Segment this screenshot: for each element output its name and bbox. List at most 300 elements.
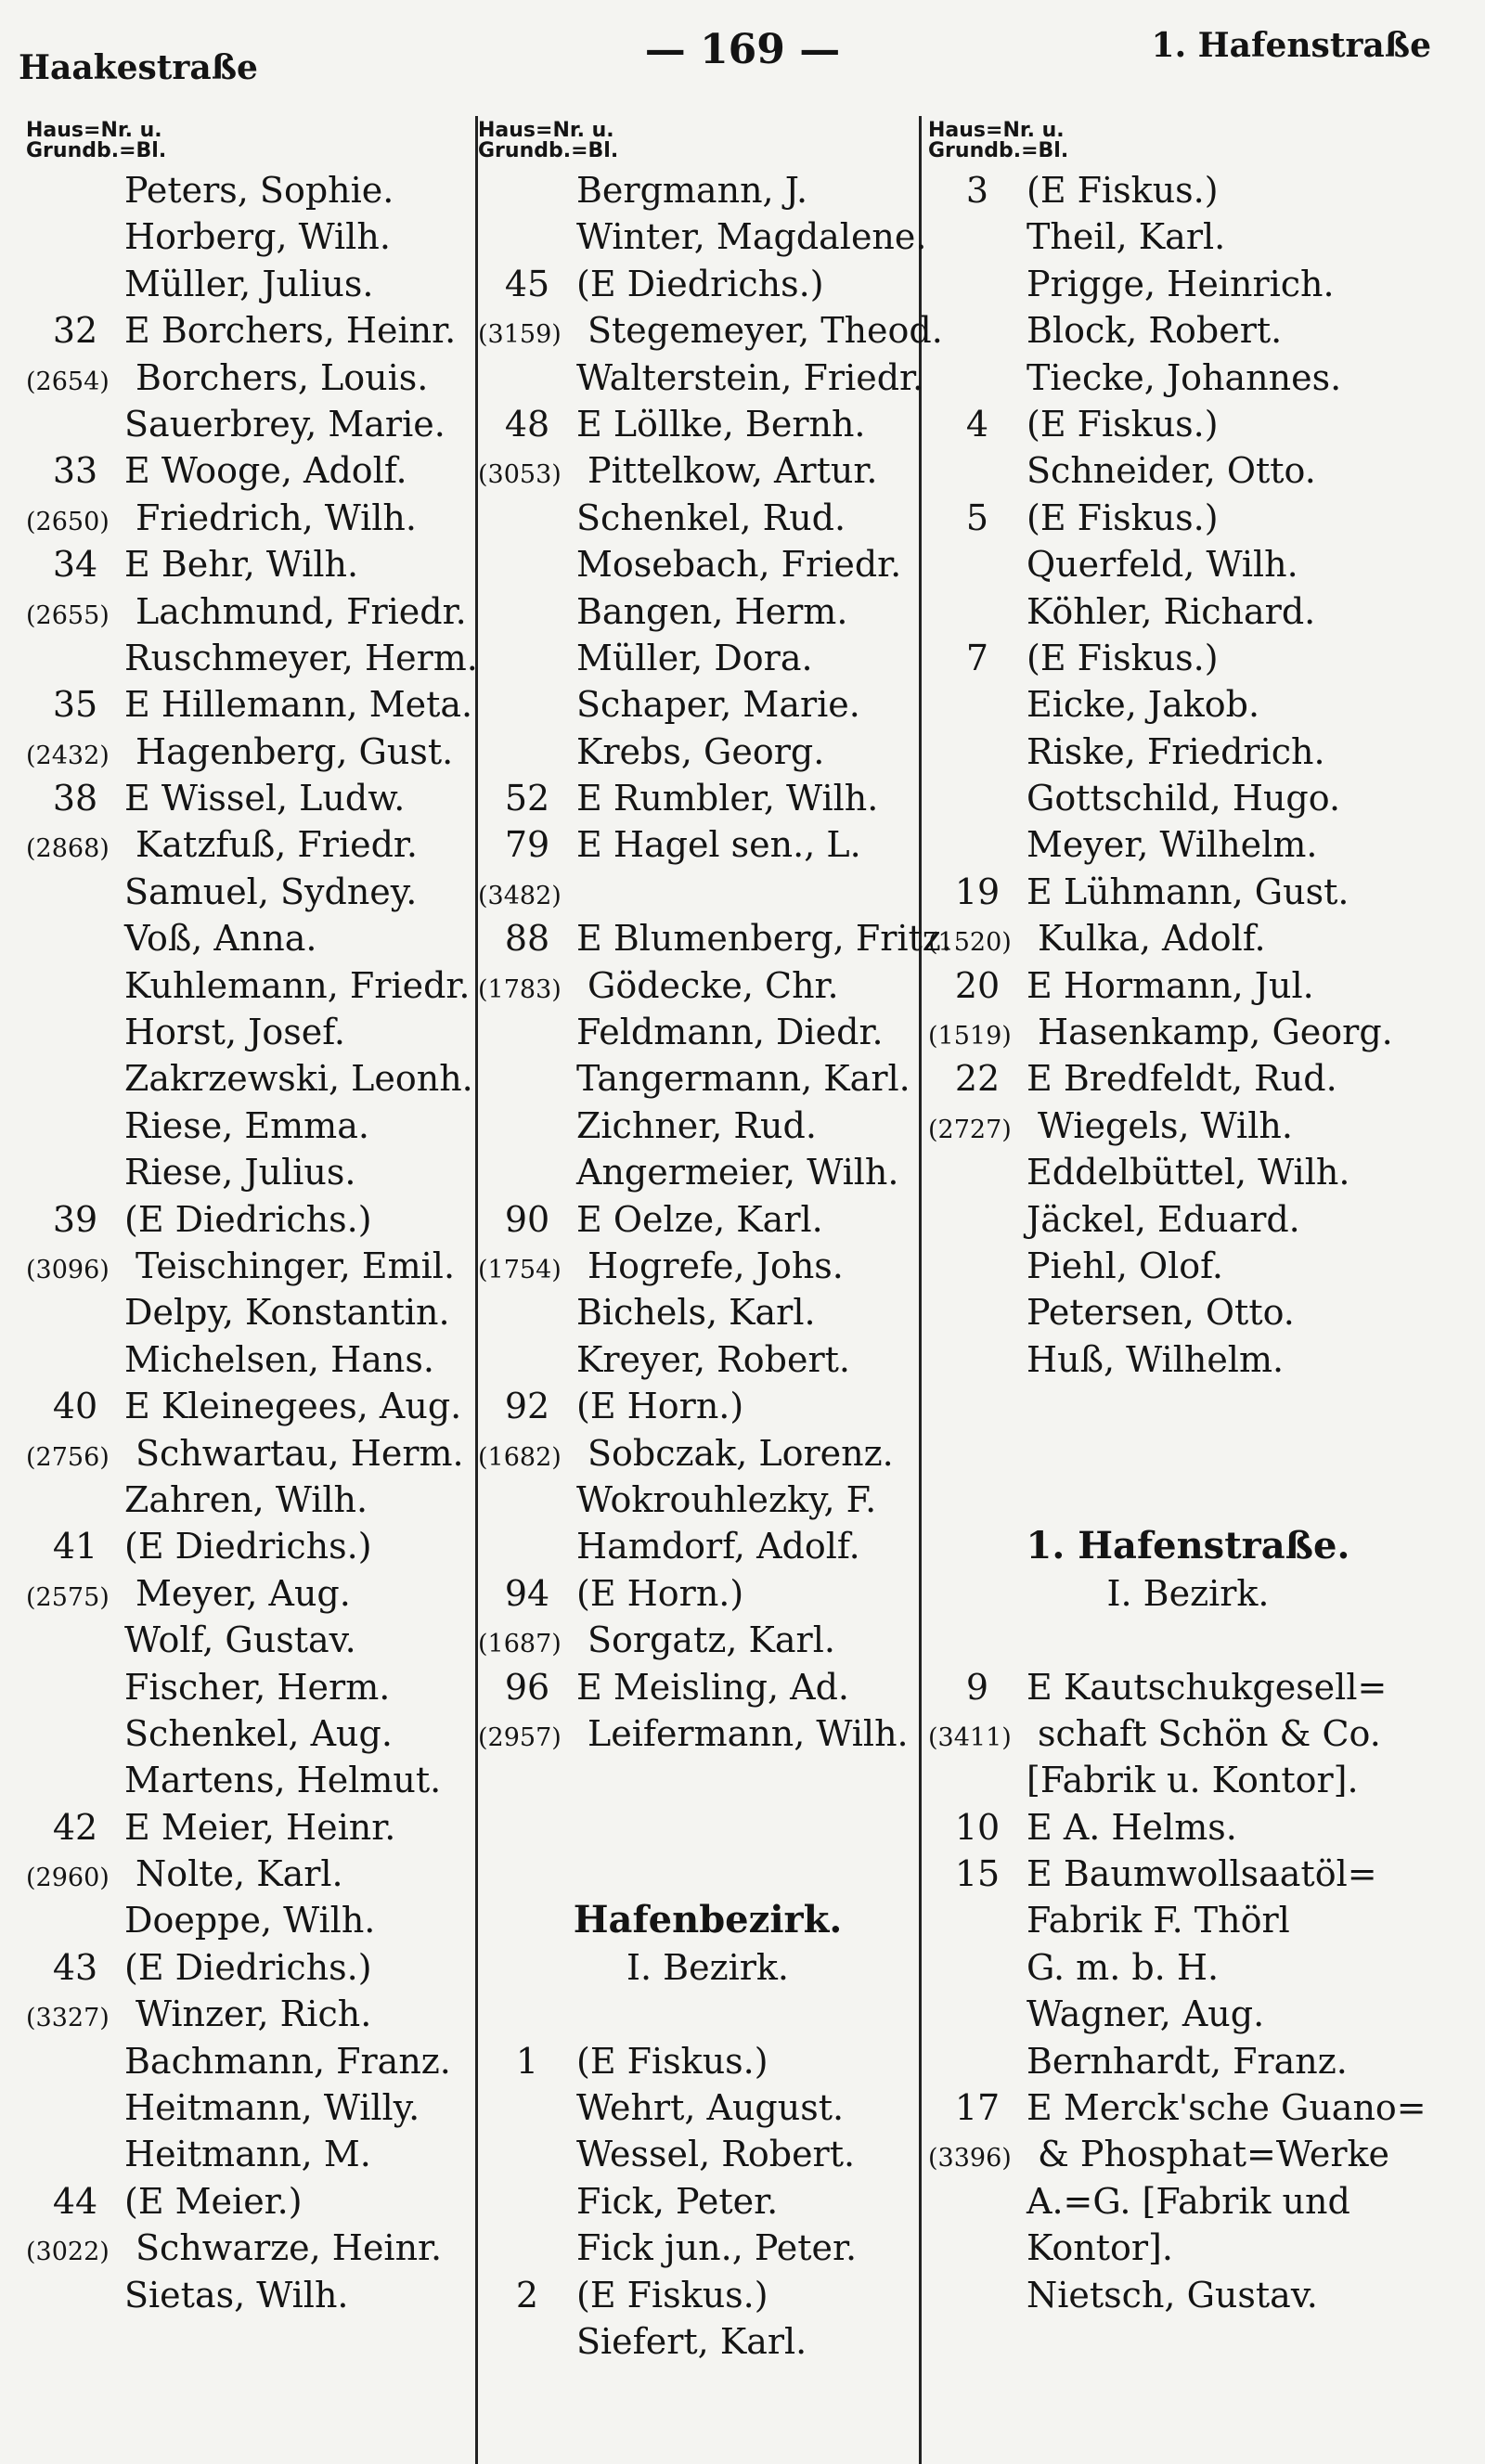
directory-entry bbox=[928, 447, 1448, 494]
directory-entry bbox=[928, 915, 1448, 961]
land-register-number: (1687) bbox=[478, 1630, 562, 1659]
house-number: 17 bbox=[954, 2087, 1001, 2129]
entry-text: (E Diedrichs.) bbox=[124, 1946, 372, 1988]
land-register-number: (3482) bbox=[478, 881, 562, 910]
directory-entry bbox=[928, 1617, 1448, 1663]
directory-entry bbox=[26, 1009, 495, 1055]
directory-entry bbox=[26, 1383, 495, 1429]
entry-text: (E Meier.) bbox=[124, 2180, 303, 2222]
entry-text: Schwarze, Heinr. bbox=[136, 2227, 443, 2269]
directory-entry bbox=[928, 1897, 1448, 1943]
entry-text: E Meisling, Ad. bbox=[576, 1666, 849, 1708]
directory-entry bbox=[26, 1804, 495, 1851]
directory-entry bbox=[928, 729, 1448, 775]
directory-entry bbox=[928, 1757, 1448, 1803]
directory-entry bbox=[26, 681, 495, 728]
directory-entry bbox=[478, 1055, 937, 1102]
directory-entry bbox=[26, 355, 495, 401]
house-number: 42 bbox=[52, 1806, 98, 1848]
land-register-number: (2868) bbox=[26, 834, 110, 864]
entry-text: (E Horn.) bbox=[576, 1572, 744, 1614]
entry-text: Müller, Dora. bbox=[576, 637, 813, 678]
land-register-number: (3053) bbox=[478, 460, 562, 490]
directory-entry bbox=[26, 1757, 495, 1803]
directory-entry bbox=[26, 729, 495, 775]
land-register-number: (2575) bbox=[26, 1582, 110, 1612]
entry-text: Nolte, Karl. bbox=[136, 1853, 343, 1895]
entry-text: E Hormann, Jul. bbox=[1027, 964, 1314, 1006]
directory-entry bbox=[478, 2272, 937, 2318]
house-number: 40 bbox=[52, 1386, 98, 1427]
entry-text: E Bredfeldt, Rud. bbox=[1027, 1058, 1337, 1100]
house-number: 20 bbox=[954, 964, 1001, 1006]
entry-text: Bernhardt, Franz. bbox=[1027, 2040, 1348, 2082]
directory-entry bbox=[478, 2178, 937, 2225]
directory-entry bbox=[26, 1523, 495, 1569]
entry-text: (E Horn.) bbox=[576, 1386, 744, 1427]
directory-entry bbox=[478, 167, 937, 213]
entry-text: Meyer, Aug. bbox=[136, 1572, 351, 1614]
directory-entry bbox=[928, 355, 1448, 401]
directory-entry bbox=[928, 213, 1448, 260]
directory-entry bbox=[478, 1757, 937, 1803]
directory-entry bbox=[26, 1897, 495, 1943]
house-number: 88 bbox=[504, 918, 550, 960]
entry-text: E Meier, Heinr. bbox=[124, 1806, 396, 1848]
entry-text: Hasenkamp, Georg. bbox=[1038, 1012, 1393, 1053]
directory-entry bbox=[478, 869, 937, 915]
entry-text: Ruschmeyer, Herm. bbox=[124, 637, 478, 678]
directory-entry bbox=[26, 1664, 495, 1710]
directory-entry bbox=[928, 1055, 1448, 1102]
directory-entry bbox=[928, 821, 1448, 868]
directory-entry bbox=[478, 1477, 937, 1523]
entry-text: Fischer, Herm. bbox=[124, 1666, 391, 1708]
entry-text: E Kautschukgesell= bbox=[1027, 1666, 1388, 1708]
directory-entry bbox=[928, 588, 1448, 635]
directory-entry bbox=[928, 495, 1448, 541]
house-number: 22 bbox=[954, 1058, 1001, 1100]
entry-text: Hafenbezirk. bbox=[573, 1898, 843, 1942]
land-register-number: (1682) bbox=[478, 1442, 562, 1472]
directory-entry bbox=[26, 541, 495, 587]
column-header: Haus=Nr. u. Grundb.=Bl. bbox=[928, 119, 1069, 162]
entry-text: Querfeld, Wilh. bbox=[1027, 544, 1298, 586]
directory-entry bbox=[478, 355, 937, 401]
directory-entry bbox=[928, 1149, 1448, 1195]
directory-entry bbox=[478, 1383, 937, 1429]
directory-entry bbox=[478, 2038, 937, 2084]
entry-text: Kuhlemann, Friedr. bbox=[124, 964, 471, 1006]
column-1 bbox=[26, 121, 495, 2318]
entry-text: Schwartau, Herm. bbox=[136, 1432, 464, 1474]
directory-entry bbox=[478, 1991, 937, 2037]
entry-text: E Wissel, Ludw. bbox=[124, 778, 406, 819]
land-register-number: (2960) bbox=[26, 1864, 110, 1893]
entry-text: Eddelbüttel, Wilh. bbox=[1027, 1152, 1350, 1193]
directory-entry bbox=[478, 541, 937, 587]
house-number: 38 bbox=[52, 778, 98, 819]
house-number: 35 bbox=[52, 684, 98, 726]
entry-text: Piehl, Olof. bbox=[1027, 1245, 1223, 1286]
directory-entry bbox=[478, 1851, 937, 1897]
entry-text: Stegemeyer, Theod. bbox=[588, 310, 943, 352]
directory-entry bbox=[26, 2131, 495, 2177]
entry-text: Delpy, Konstantin. bbox=[124, 1292, 450, 1334]
directory-entry bbox=[26, 1710, 495, 1757]
directory-entry bbox=[26, 2084, 495, 2131]
entry-text: Hagenberg, Gust. bbox=[136, 730, 454, 772]
entry-text: Horberg, Wilh. bbox=[124, 216, 391, 258]
directory-entry bbox=[928, 1196, 1448, 1243]
directory-entry bbox=[26, 1477, 495, 1523]
land-register-number: (2650) bbox=[26, 507, 110, 536]
directory-entry bbox=[478, 1289, 937, 1335]
column-header: Haus=Nr. u. Grundb.=Bl. bbox=[478, 119, 619, 162]
entry-text: Pittelkow, Artur. bbox=[588, 450, 878, 492]
directory-entry bbox=[26, 495, 495, 541]
directory-entry bbox=[478, 495, 937, 541]
directory-entry bbox=[26, 307, 495, 354]
entry-text: Mosebach, Friedr. bbox=[576, 544, 902, 586]
directory-entry bbox=[478, 1570, 937, 1617]
directory-entry bbox=[928, 1944, 1448, 1991]
entry-text: Michelsen, Hans. bbox=[124, 1338, 434, 1380]
directory-entry bbox=[478, 1804, 937, 1851]
house-number: 33 bbox=[52, 450, 98, 492]
entry-text: Schenkel, Rud. bbox=[576, 497, 846, 538]
entry-text: Voß, Anna. bbox=[124, 918, 317, 960]
entry-text: Friedrich, Wilh. bbox=[136, 497, 417, 538]
directory-entry bbox=[478, 775, 937, 821]
directory-entry bbox=[928, 1664, 1448, 1710]
page-number: — 169 — bbox=[644, 26, 841, 73]
entry-text: Eicke, Jakob. bbox=[1027, 684, 1260, 726]
directory-entry bbox=[26, 821, 495, 868]
directory-entry bbox=[26, 1149, 495, 1195]
entry-text: G. m. b. H. bbox=[1027, 1946, 1220, 1988]
entry-text: Angermeier, Wilh. bbox=[576, 1152, 899, 1193]
directory-entry bbox=[928, 1103, 1448, 1149]
entry-text: Zahren, Wilh. bbox=[124, 1478, 368, 1520]
directory-entry bbox=[26, 869, 495, 915]
entry-text: E Hagel sen., L. bbox=[576, 824, 861, 866]
entry-text: Samuel, Sydney. bbox=[124, 871, 418, 912]
directory-entry bbox=[928, 775, 1448, 821]
entry-text: (E Diedrichs.) bbox=[576, 263, 824, 304]
entry-text: & Phosphat=Werke bbox=[1038, 2134, 1390, 2175]
house-number: 41 bbox=[52, 1526, 98, 1567]
entry-text: Riske, Friedrich. bbox=[1027, 730, 1325, 772]
entry-text: Prigge, Heinrich. bbox=[1027, 263, 1335, 304]
entry-text: Bichels, Karl. bbox=[576, 1292, 816, 1334]
house-number: 19 bbox=[954, 871, 1001, 912]
entry-text: Martens, Helmut. bbox=[124, 1760, 442, 1801]
directory-entry bbox=[26, 1570, 495, 1617]
house-number: 2 bbox=[515, 2274, 539, 2316]
directory-entry bbox=[478, 915, 952, 961]
directory-entry bbox=[928, 1289, 1448, 1335]
house-number: 90 bbox=[504, 1198, 550, 1240]
land-register-number: (2432) bbox=[26, 741, 110, 770]
entry-text: Kreyer, Robert. bbox=[576, 1338, 850, 1380]
entry-text: Walterstein, Friedr. bbox=[576, 356, 924, 398]
entry-text: Gottschild, Hugo. bbox=[1027, 778, 1341, 819]
section-heading bbox=[478, 1897, 937, 1943]
entry-text: Bachmann, Franz. bbox=[124, 2040, 451, 2082]
house-number: 79 bbox=[504, 824, 550, 866]
directory-entry bbox=[478, 729, 937, 775]
land-register-number: (2957) bbox=[478, 1722, 562, 1752]
entry-text: Wessel, Robert. bbox=[576, 2134, 856, 2175]
entry-text: E Merck'sche Guano= bbox=[1027, 2087, 1427, 2129]
directory-entry bbox=[26, 775, 495, 821]
entry-text: Heitmann, M. bbox=[124, 2134, 371, 2175]
entry-text: Sietas, Wilh. bbox=[124, 2274, 349, 2316]
directory-entry bbox=[928, 2225, 1448, 2271]
directory-entry bbox=[26, 167, 495, 213]
directory-entry bbox=[478, 681, 937, 728]
entry-text: Wagner, Aug. bbox=[1027, 1993, 1265, 2035]
land-register-number: (1783) bbox=[478, 974, 562, 1004]
entry-text: (E Fiskus.) bbox=[576, 2040, 768, 2082]
entry-text: E Wooge, Adolf. bbox=[124, 450, 407, 492]
land-register-number: (3096) bbox=[26, 1255, 110, 1284]
entry-text: 1. Hafenstraße. bbox=[1026, 1524, 1350, 1568]
entry-text: I. Bezirk. bbox=[1106, 1572, 1270, 1614]
directory-entry bbox=[26, 261, 495, 307]
entry-text: Riese, Emma. bbox=[124, 1104, 369, 1146]
entry-text: [Fabrik u. Kontor]. bbox=[1027, 1760, 1359, 1801]
directory-entry bbox=[26, 1617, 495, 1663]
directory-entry bbox=[928, 1991, 1448, 2037]
entry-text: Petersen, Otto. bbox=[1027, 1292, 1295, 1334]
entry-text: E Blumenberg, Fritz. bbox=[576, 918, 952, 960]
directory-entry bbox=[26, 1944, 495, 1991]
entry-text: Lachmund, Friedr. bbox=[136, 590, 467, 632]
directory-entry bbox=[26, 962, 495, 1009]
entry-text: E Kleinegees, Aug. bbox=[124, 1386, 462, 1427]
entry-text: Wokrouhlezky, F. bbox=[576, 1478, 877, 1520]
entry-text: Peters, Sophie. bbox=[124, 170, 394, 211]
house-number: 96 bbox=[504, 1666, 550, 1708]
house-number: 32 bbox=[52, 310, 98, 352]
entry-text: Sauerbrey, Marie. bbox=[124, 403, 446, 445]
directory-entry bbox=[478, 1196, 937, 1243]
directory-entry bbox=[928, 1336, 1448, 1383]
directory-entry bbox=[928, 2178, 1448, 2225]
entry-text: Bangen, Herm. bbox=[576, 590, 848, 632]
entry-text: Winzer, Rich. bbox=[136, 1993, 372, 2035]
entry-text: Fabrik F. Thörl bbox=[1027, 1900, 1290, 1942]
entry-text: E Baumwollsaatöl= bbox=[1027, 1853, 1377, 1895]
directory-entry bbox=[928, 962, 1448, 1009]
entry-text: schaft Schön & Co. bbox=[1038, 1712, 1381, 1754]
directory-entry bbox=[928, 681, 1448, 728]
directory-entry bbox=[928, 1430, 1448, 1477]
directory-entry bbox=[478, 1617, 937, 1663]
directory-entry bbox=[26, 588, 495, 635]
entry-text: Gödecke, Chr. bbox=[588, 964, 839, 1006]
entry-text: E Behr, Wilh. bbox=[124, 544, 359, 586]
entry-text: Wehrt, August. bbox=[576, 2087, 845, 2129]
directory-entry bbox=[928, 401, 1448, 447]
directory-entry bbox=[478, 2084, 937, 2131]
directory-entry bbox=[478, 635, 937, 681]
house-number: 94 bbox=[504, 1572, 550, 1614]
house-number: 92 bbox=[504, 1386, 550, 1427]
entry-text: (E Fiskus.) bbox=[1027, 637, 1219, 678]
directory-entry bbox=[26, 2272, 495, 2318]
land-register-number: (3396) bbox=[928, 2144, 1012, 2174]
directory-entry bbox=[478, 307, 943, 354]
entry-text: Katzfuß, Friedr. bbox=[136, 824, 418, 866]
entry-text: Krebs, Georg. bbox=[576, 730, 825, 772]
house-number: 9 bbox=[965, 1666, 989, 1708]
directory-entry bbox=[928, 1710, 1448, 1757]
entry-text: E Lühmann, Gust. bbox=[1027, 871, 1349, 912]
entry-text: E A. Helms. bbox=[1027, 1806, 1237, 1848]
directory-entry bbox=[478, 1149, 937, 1195]
entry-text: Theil, Karl. bbox=[1027, 216, 1226, 258]
directory-entry bbox=[478, 1664, 937, 1710]
directory-entry bbox=[928, 1009, 1448, 1055]
directory-entry bbox=[26, 635, 495, 681]
entry-text: Wolf, Gustav. bbox=[124, 1619, 356, 1661]
land-register-number: (1519) bbox=[928, 1022, 1012, 1051]
running-head-left: Haakestraße bbox=[19, 48, 258, 87]
directory-entry bbox=[26, 401, 495, 447]
house-number: 10 bbox=[954, 1806, 1001, 1848]
column-3 bbox=[928, 121, 1448, 2318]
house-number: 44 bbox=[52, 2180, 98, 2222]
land-register-number: (2654) bbox=[26, 367, 110, 396]
directory-entry bbox=[928, 261, 1448, 307]
entry-text: Leifermann, Wilh. bbox=[588, 1712, 909, 1754]
section-heading bbox=[478, 1944, 937, 1991]
directory-entry bbox=[26, 1055, 495, 1102]
entry-text: Teischinger, Emil. bbox=[136, 1245, 456, 1286]
directory-entry bbox=[478, 1336, 937, 1383]
entry-text: Block, Robert. bbox=[1027, 310, 1283, 352]
directory-entry bbox=[26, 447, 495, 494]
entry-text: Kulka, Adolf. bbox=[1038, 918, 1266, 960]
land-register-number: (1754) bbox=[478, 1255, 562, 1284]
directory-entry bbox=[478, 2131, 937, 2177]
entry-text: E Hillemann, Meta. bbox=[124, 684, 473, 726]
entry-text: Tiecke, Johannes. bbox=[1027, 356, 1342, 398]
entry-text: (E Fiskus.) bbox=[1027, 403, 1219, 445]
land-register-number: (1520) bbox=[928, 928, 1012, 958]
entry-text: (E Fiskus.) bbox=[1027, 170, 1219, 211]
house-number: 7 bbox=[965, 637, 989, 678]
directory-entry bbox=[928, 167, 1448, 213]
entry-text: Nietsch, Gustav. bbox=[1027, 2274, 1318, 2316]
house-number: 39 bbox=[52, 1198, 98, 1240]
directory-entry bbox=[26, 213, 495, 260]
directory-entry bbox=[26, 1430, 495, 1477]
house-number: 3 bbox=[965, 170, 989, 211]
directory-entry bbox=[928, 2084, 1448, 2131]
entry-text: E Rumbler, Wilh. bbox=[576, 778, 879, 819]
entry-text: Hogrefe, Johs. bbox=[588, 1245, 844, 1286]
directory-entry bbox=[928, 869, 1448, 915]
directory-entry bbox=[478, 588, 937, 635]
directory-entry bbox=[478, 1009, 937, 1055]
directory-entry bbox=[26, 1196, 495, 1243]
directory-entry bbox=[478, 261, 937, 307]
directory-entry bbox=[928, 1851, 1448, 1897]
entry-text: Doeppe, Wilh. bbox=[124, 1900, 376, 1942]
directory-entry bbox=[478, 2225, 937, 2271]
directory-entry bbox=[928, 1477, 1448, 1523]
entry-text: Müller, Julius. bbox=[124, 263, 374, 304]
land-register-number: (2655) bbox=[26, 600, 110, 630]
house-number: 43 bbox=[52, 1946, 98, 1988]
directory-entry bbox=[478, 1710, 937, 1757]
entry-text: (E Fiskus.) bbox=[576, 2274, 768, 2316]
house-number: 34 bbox=[52, 544, 98, 586]
entry-text: Siefert, Karl. bbox=[576, 2320, 807, 2362]
directory-entry bbox=[478, 1523, 937, 1569]
directory-entry bbox=[478, 1103, 937, 1149]
entry-text: Meyer, Wilhelm. bbox=[1027, 824, 1318, 866]
entry-text: I. Bezirk. bbox=[626, 1946, 790, 1988]
entry-text: Wiegels, Wilh. bbox=[1038, 1104, 1293, 1146]
entry-text: (E Diedrichs.) bbox=[124, 1198, 372, 1240]
house-number: 52 bbox=[504, 778, 550, 819]
directory-entry bbox=[26, 1289, 495, 1335]
directory-entry bbox=[26, 1991, 495, 2037]
land-register-number: (3327) bbox=[26, 2004, 110, 2033]
entry-text: Fick jun., Peter. bbox=[576, 2227, 858, 2269]
entry-text: Köhler, Richard. bbox=[1027, 590, 1316, 632]
directory-entry bbox=[26, 1851, 495, 1897]
entry-text: Sobczak, Lorenz. bbox=[588, 1432, 894, 1474]
entry-text: (E Diedrichs.) bbox=[124, 1526, 372, 1567]
directory-entry bbox=[928, 1804, 1448, 1851]
house-number: 45 bbox=[504, 263, 550, 304]
entry-text: Jäckel, Eduard. bbox=[1027, 1198, 1300, 1240]
directory-entry bbox=[26, 2225, 495, 2271]
directory-entry bbox=[26, 2178, 495, 2225]
house-number: 5 bbox=[965, 497, 989, 538]
land-register-number: (3159) bbox=[478, 320, 562, 350]
directory-entry bbox=[478, 962, 937, 1009]
entry-text: (E Fiskus.) bbox=[1027, 497, 1219, 538]
entry-text: Zakrzewski, Leonh. bbox=[124, 1058, 473, 1100]
entry-text: Schenkel, Aug. bbox=[124, 1712, 393, 1754]
entry-text: Schneider, Otto. bbox=[1027, 450, 1316, 492]
directory-entry bbox=[928, 2038, 1448, 2084]
column-2 bbox=[478, 119, 952, 2365]
entry-text: Zichner, Rud. bbox=[576, 1104, 817, 1146]
directory-entry bbox=[26, 1243, 495, 1289]
directory-entry bbox=[928, 635, 1448, 681]
land-register-number: (3411) bbox=[928, 1722, 1012, 1752]
directory-entry bbox=[478, 1430, 937, 1477]
entry-text: Fick, Peter. bbox=[576, 2180, 779, 2222]
entry-text: Sorgatz, Karl. bbox=[588, 1619, 835, 1661]
entry-text: Heitmann, Willy. bbox=[124, 2087, 420, 2129]
entry-text: Riese, Julius. bbox=[124, 1152, 356, 1193]
directory-entry bbox=[478, 447, 937, 494]
house-number: 4 bbox=[965, 403, 989, 445]
entry-text: Kontor]. bbox=[1027, 2227, 1173, 2269]
directory-entry bbox=[478, 1243, 937, 1289]
directory-entry bbox=[928, 2272, 1448, 2318]
house-number: 1 bbox=[515, 2040, 539, 2082]
